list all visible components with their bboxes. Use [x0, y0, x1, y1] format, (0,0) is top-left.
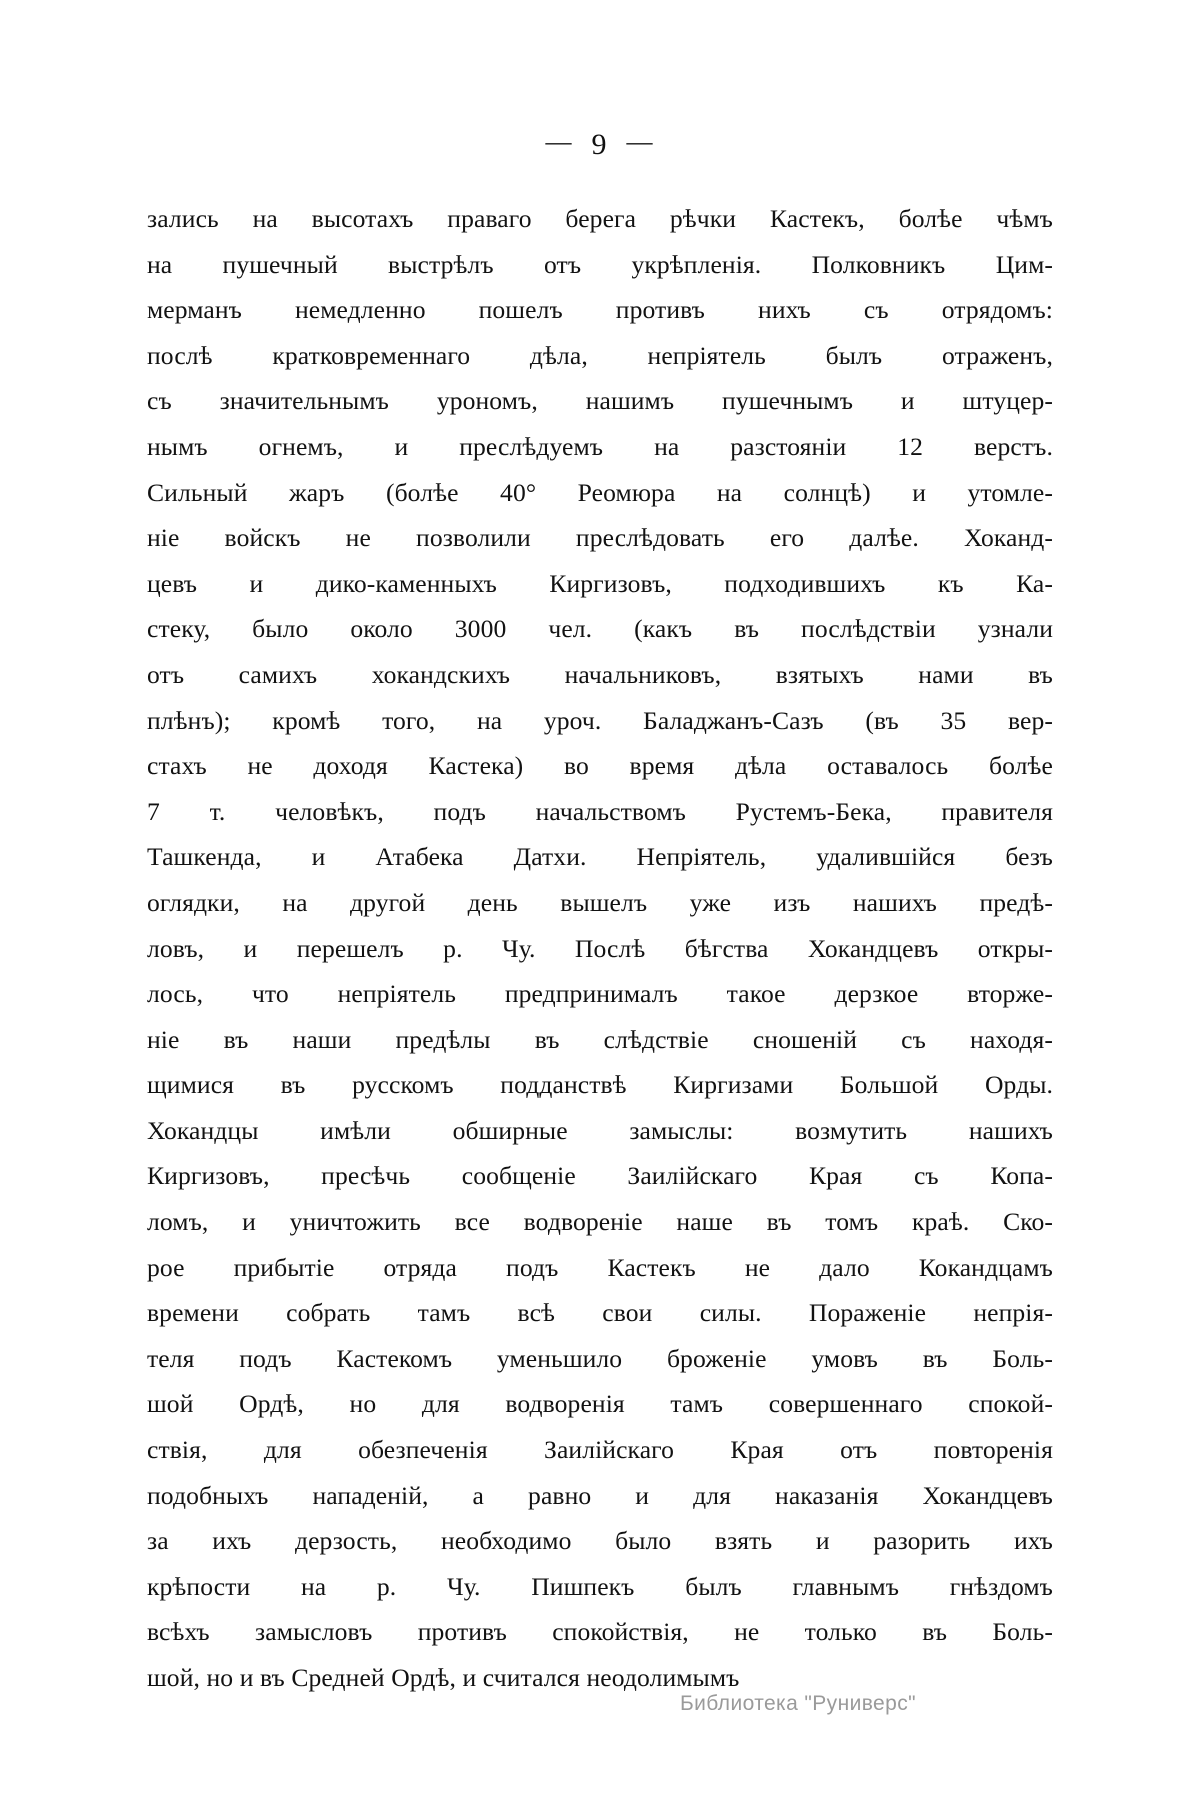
page-number-dash-left: —	[545, 127, 574, 156]
text-line: лось, что непріятель предпринималъ такое дерзкое вторже-	[147, 979, 1053, 1009]
text-line: всѣхъ замысловъ противъ спокойствія, не только въ Боль-	[147, 1617, 1053, 1647]
library-watermark: Библиотека "Руниверс"	[680, 1692, 916, 1715]
paragraph	[147, 196, 1053, 1701]
page-number-dash-right: —	[626, 127, 655, 156]
text-line: ловъ, и перешелъ р. Чу. Послѣ бѣгства Хокандцевъ откры-	[147, 933, 1053, 963]
text-line: ломъ, и уничтожить все водвореніе наше въ томъ краѣ. Ско-	[147, 1207, 1053, 1237]
body-text	[147, 196, 1053, 1701]
text-line: цевъ и дико-каменныхъ Киргизовъ, подходившихъ къ Ка-	[147, 568, 1053, 598]
text-line: стеку, было около 3000 чел. (какъ въ послѣдствіи узнали	[147, 614, 1053, 644]
text-line: плѣнъ); кромѣ того, на уроч. Баладжанъ-Сазъ (въ 35 вер-	[147, 705, 1053, 735]
text-line: зались на высотахъ праваго берега рѣчки Кастекъ, болѣе чѣмъ	[147, 204, 1053, 233]
text-line: времени собрать тамъ всѣ свои силы. Пораженіе непрія-	[147, 1298, 1053, 1328]
text-line: шой, но и въ Средней Ордѣ, и считался неодолимымъ	[147, 1663, 740, 1692]
text-line: оглядки, на другой день вышелъ уже изъ нашихъ предѣ-	[147, 887, 1053, 917]
text-line: Киргизовъ, пресѣчь сообщеніе Заилійскаго Края съ Копа-	[147, 1161, 1053, 1191]
text-line: послѣ кратковременнаго дѣла, непріятель былъ отраженъ,	[147, 340, 1053, 370]
text-line: теля подъ Кастекомъ уменьшило броженіе умовъ въ Боль-	[147, 1343, 1053, 1373]
text-line: нымъ огнемъ, и преслѣдуемъ на разстояніи 12 верстъ.	[147, 431, 1053, 461]
text-line: стахъ не доходя Кастека) во время дѣла оставалось болѣе	[147, 751, 1053, 781]
text-line: Ташкенда, и Атабека Датхи. Непріятель, удалившійся безъ	[147, 842, 1053, 872]
text-line: щимися въ русскомъ подданствѣ Киргизами Большой Орды.	[147, 1070, 1053, 1100]
text-line: шой Ордѣ, но для водворенія тамъ совершеннаго спокой-	[147, 1389, 1053, 1419]
text-line: ствія, для обезпеченія Заилійскаго Края отъ повторенія	[147, 1435, 1053, 1465]
text-line: Сильный жаръ (болѣе 40° Реомюра на солнцѣ) и утомле-	[147, 477, 1053, 507]
text-line: Хокандцы имѣли обширные замыслы: возмутить нашихъ	[147, 1115, 1053, 1145]
page-number	[0, 128, 1200, 162]
text-line: 7 т. человѣкъ, подъ начальствомъ Рустемъ-Бека, правителя	[147, 796, 1053, 826]
text-line: рое прибытіе отряда подъ Кастекъ не дало Кокандцамъ	[147, 1252, 1053, 1282]
text-line: ніе въ наши предѣлы въ слѣдствіе сношеній съ находя-	[147, 1024, 1053, 1054]
text-line: мерманъ немедленно пошелъ противъ нихъ съ отрядомъ:	[147, 295, 1053, 325]
text-line: отъ самихъ хокандскихъ начальниковъ, взятыхъ нами въ	[147, 659, 1053, 689]
text-line: на пушечный выстрѣлъ отъ укрѣпленія. Полковникъ Цим-	[147, 249, 1053, 279]
text-line: съ значительнымъ урономъ, нашимъ пушечнымъ и штуцер-	[147, 386, 1053, 416]
text-line: подобныхъ нападеній, а равно и для наказанія Хокандцевъ	[147, 1480, 1053, 1510]
page-number-value: 9	[591, 128, 609, 161]
text-line: крѣпости на р. Чу. Пишпекъ былъ главнымъ гнѣздомъ	[147, 1571, 1053, 1601]
text-line: за ихъ дерзость, необходимо было взять и разорить ихъ	[147, 1526, 1053, 1556]
text-line: ніе войскъ не позволили преслѣдовать его далѣе. Хоканд-	[147, 523, 1053, 553]
